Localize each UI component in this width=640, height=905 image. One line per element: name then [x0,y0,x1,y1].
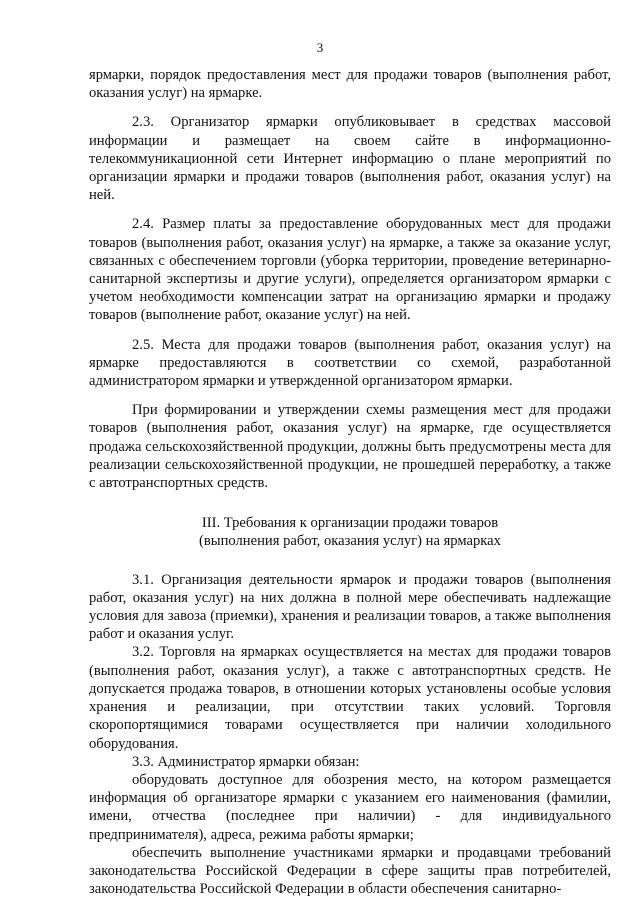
paragraph-2-3: 2.3. Организатор ярмарки опубликовывает в средствах массовой информации и размещает на своем сайте в информационно-телекоммуникационной сети Интернет информацию о плане мероприятий по организации ярмарки и продажи товаров (выполнения работ, оказания услуг) на ней. [89,114,611,204]
paragraph-continuation: ярмарки, порядок предоставления мест для продажи товаров (выполнения работ, оказания услуг) на ярмарке. [89,67,611,102]
paragraph-scheme: При формировании и утверждении схемы размещения мест для продажи товаров (выполнения работ, оказания услуг) на ярмарке, где осуществляется продажа сельскохозяйственной продукции, должны быть предусмотрены места для реализации сельскохозяйственной продукции, не прошедшей переработку, а также с автотранспортных средств. [89,402,611,492]
paragraph-3-3: 3.3. Администратор ярмарки обязан: [132,753,360,770]
section-heading-line-2: (выполнения работ, оказания услуг) на ярмарках [199,533,501,550]
section-heading [89,514,611,550]
paragraph-info-place: оборудовать доступное для обозрения место, на котором размещается информация об организаторе ярмарки с указанием его наименования (фамилии, имени, отчества (последнее при наличии) - для индивидуального предпринимателя), адреса, режима работы ярмарки; [89,771,611,843]
paragraph-3-2: 3.2. Торговля на ярмарках осуществляется на местах для продажи товаров (выполнения работ, оказания услуг), а также с автотранспортных средств. Не допускается продажа товаров, в отношении которых установлены особые условия хранения и реализации, при отсутствии таких условий. Торговля скоропортящимися товарами осуществляется при наличии холодильного оборудования. [89,644,611,752]
paragraph-3-1: 3.1. Организация деятельности ярмарок и продажи товаров (выполнения работ, оказания услуг) на них должна в полной мере обеспечивать надлежащие условия для завоза (приемки), хранения и реализации товаров, а также выполнения работ и оказания услуг. [89,571,611,643]
paragraph-compliance: обеспечить выполнение участниками ярмарки и продавцами требований законодательства Российской Федерации в сфере защиты прав потребителей, законодательства Российской Федерации в области обеспечения санитарно- [89,844,611,898]
section-heading-line-1: III. Требования к организации продажи товаров [201,515,499,532]
page-number: 3 [316,40,324,55]
paragraph-2-5: 2.5. Места для продажи товаров (выполнения работ, оказания услуг) на ярмарке предоставляются в соответствии со схемой, разработанной администратором ярмарки и утвержденной организатором ярмарки. [89,336,611,390]
document-body [89,66,611,898]
paragraph-2-4: 2.4. Размер платы за предоставление оборудованных мест для продажи товаров (выполнения работ, оказания услуг) на ярмарке, а также за оказание услуг, связанных с обеспечением торговли (уборка территории, проведение ветеринарно-санитарной экспертизы и другие услуги), определяется организатором ярмарки с учетом необходимости компенсации затрат на организацию ярмарки и продажу товаров (выполнение работ, оказание услуг) на ней. [89,216,611,324]
